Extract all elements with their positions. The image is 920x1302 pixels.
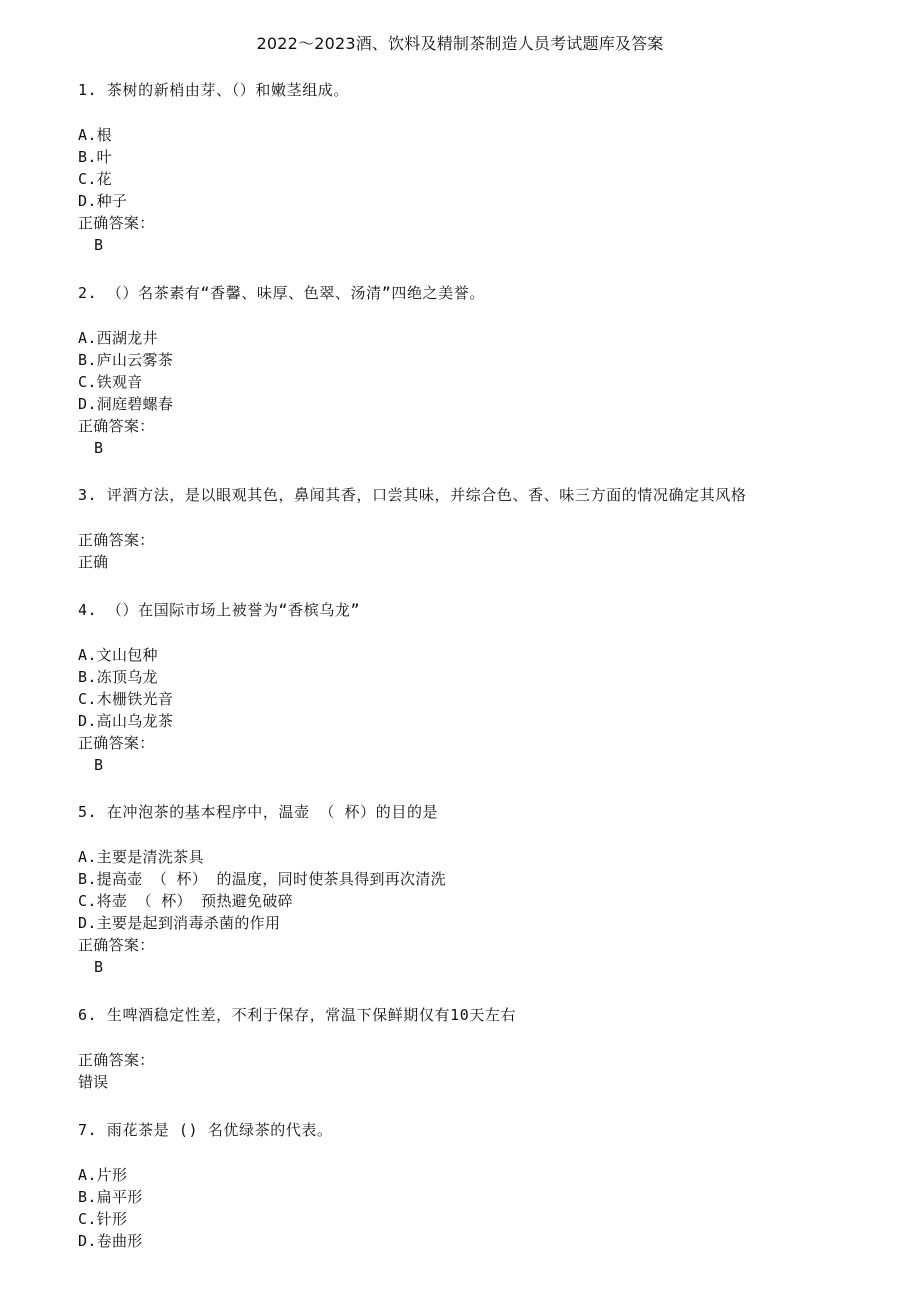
answer-label: 正确答案： <box>78 936 155 954</box>
question-6 <box>78 1004 858 1093</box>
answer-label: 正确答案： <box>78 734 155 752</box>
question-7 <box>78 1119 858 1252</box>
answer-label: 正确答案： <box>78 214 155 232</box>
question-text: 6. 生啤酒稳定性差，不利于保存，常温下保鲜期仅有10天左右 <box>78 1006 517 1024</box>
answer-value: 正确 <box>78 553 109 571</box>
option-b: B.叶 <box>78 148 112 166</box>
question-text: 1. 茶树的新梢由芽、（）和嫩茎组成。 <box>78 81 349 99</box>
option-a: A.主要是清洗茶具 <box>78 848 204 866</box>
option-b: B.扁平形 <box>78 1188 143 1206</box>
answer-label: 正确答案： <box>78 1051 155 1069</box>
option-a: A.文山包种 <box>78 646 158 664</box>
question-3 <box>78 484 858 573</box>
option-a: A.西湖龙井 <box>78 329 158 347</box>
option-a: A.根 <box>78 126 112 144</box>
option-d: D.高山乌龙茶 <box>78 712 174 730</box>
option-b: B.冻顶乌龙 <box>78 668 158 686</box>
question-text: 5. 在冲泡茶的基本程序中，温壶 （ 杯）的目的是 <box>78 803 439 821</box>
question-5 <box>78 801 858 978</box>
question-2 <box>78 282 858 459</box>
question-4 <box>78 599 858 776</box>
option-a: A.片形 <box>78 1166 128 1184</box>
option-b: B.庐山云雾茶 <box>78 351 174 369</box>
option-d: D.洞庭碧螺春 <box>78 395 174 413</box>
option-b: B.提高壶 （ 杯） 的温度，同时使茶具得到再次清洗 <box>78 870 446 888</box>
option-c: C.将壶 （ 杯） 预热避免破碎 <box>78 892 293 910</box>
option-d: D.种子 <box>78 192 128 210</box>
option-d: D.卷曲形 <box>78 1232 143 1250</box>
answer-value: B <box>94 439 104 457</box>
answer-value: B <box>94 236 104 254</box>
answer-value: 错误 <box>78 1073 109 1091</box>
option-c: C.木栅铁光音 <box>78 690 174 708</box>
question-text: 2. （）名茶素有“香馨、味厚、色翠、汤清”四绝之美誉。 <box>78 284 485 302</box>
option-c: C.针形 <box>78 1210 128 1228</box>
answer-value: B <box>94 958 104 976</box>
option-c: C.铁观音 <box>78 373 143 391</box>
answer-label: 正确答案： <box>78 417 155 435</box>
answer-value: B <box>94 756 104 774</box>
option-c: C.花 <box>78 170 112 188</box>
option-d: D.主要是起到消毒杀菌的作用 <box>78 914 281 932</box>
question-text: 7. 雨花茶是 () 名优绿茶的代表。 <box>78 1121 333 1139</box>
answer-label: 正确答案： <box>78 531 155 549</box>
question-text: 4. （）在国际市场上被誉为“香槟乌龙” <box>78 601 361 619</box>
question-1 <box>78 79 858 256</box>
document-title: 2022～2023酒、饮料及精制茶制造人员考试题库及答案 <box>256 34 664 53</box>
question-text: 3. 评酒方法，是以眼观其色，鼻闻其香，口尝其味，并综合色、香、味三方面的情况确定其风格 <box>78 486 747 504</box>
